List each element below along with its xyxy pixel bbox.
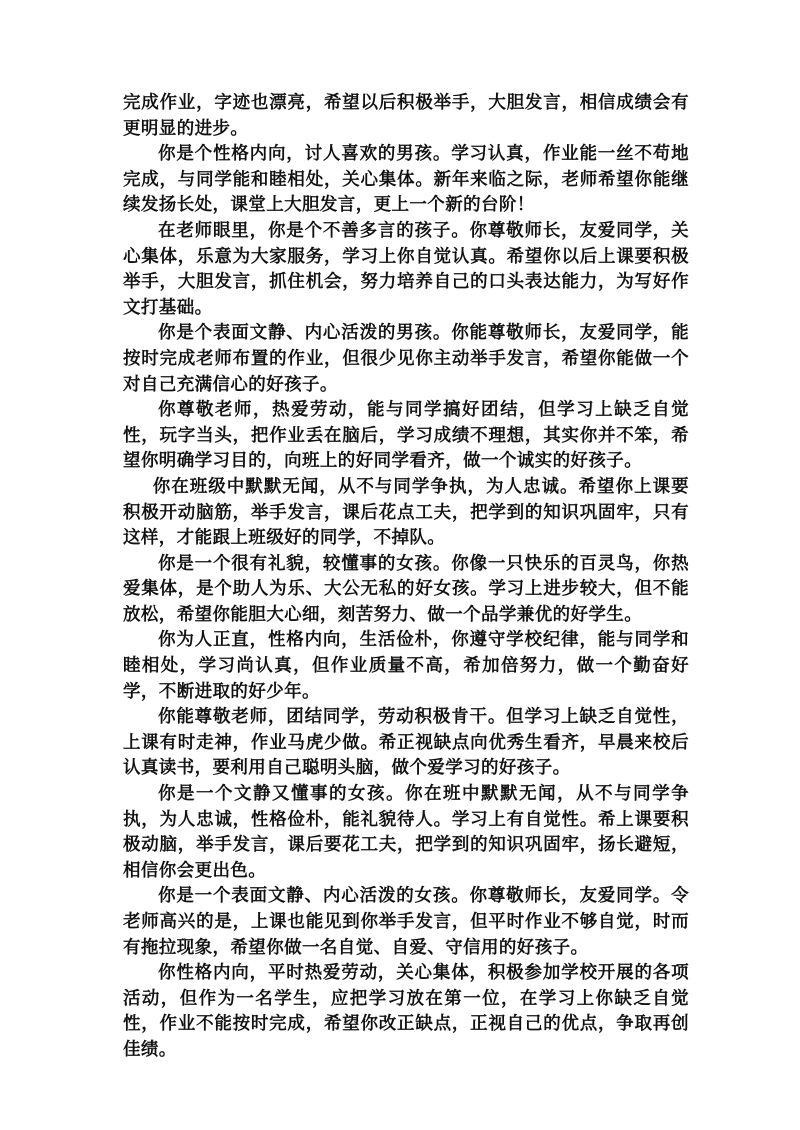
paragraph-4: 你是个表面文静、内心活泼的男孩。你能尊敬师长，友爱同学，能按时完成老师布置的作业，但很少见你主动举手发言，希望你能做一个对自己充满信心的好孩子。	[123, 323, 689, 395]
paragraph-5: 你尊敬老师，热爱劳动，能与同学搞好团结，但学习上缺乏自觉性，玩字当头，把作业丢在脑后，学习成绩不理想，其实你并不笨，希望你明确学习目的，向班上的好同学看齐，做一个诚实的好孩子。	[123, 400, 689, 472]
paragraph-2: 你是个性格内向，讨人喜欢的男孩。学习认真，作业能一丝不苟地完成，与同学能和睦相处，关心集体。新年来临之际，老师希望你能继续发扬长处，课堂上大胆发言，更上一个新的台阶！	[123, 144, 689, 216]
paragraph-12: 你性格内向，平时热爱劳动，关心集体，积极参加学校开展的各项活动，但作为一名学生，应把学习放在第一位，在学习上你缺乏自觉性，作业不能按时完成，希望你改正缺点，正视自己的优点，争取再创佳绩。	[123, 963, 689, 1060]
paragraph-10: 你是一个文静又懂事的女孩。你在班中默默无闻，从不与同学争执，为人忠诚，性格俭朴，能礼貌待人。学习上有自觉性。希上课要积极动脑，举手发言，课后要花工夫，把学到的知识巩固牢，扬长避短，相信你会更出色。	[123, 784, 689, 881]
paragraph-8: 你为人正直，性格内向，生活俭朴，你遵守学校纪律，能与同学和睦相处，学习尚认真，但作业质量不高，希加倍努力，做一个勤奋好学，不断进取的好少年。	[123, 630, 689, 702]
paragraph-3: 在老师眼里，你是个不善多言的孩子。你尊敬师长，友爱同学，关心集体，乐意为大家服务，学习上你自觉认真。希望你以后上课要积极举手，大胆发言，抓住机会，努力培养自己的口头表达能力，为写好作文打基础。	[123, 220, 689, 318]
paragraph-6: 你在班级中默默无闻，从不与同学争执，为人忠诚。希望你上课要积极开动脑筋，举手发言，课后花点工夫，把学到的知识巩固牢，只有这样，才能跟上班级好的同学，不掉队。	[123, 476, 689, 549]
paragraph-11: 你是一个表面文静、内心活泼的女孩。你尊敬师长，友爱同学。令老师高兴的是，上课也能见到你举手发言，但平时作业不够自觉，时而有拖拉现象，希望你做一名自觉、自爱、守信用的好孩子。	[123, 886, 689, 958]
paragraph-7: 你是一个很有礼貌，较懂事的女孩。你像一只快乐的百灵鸟，你热爱集体，是个助人为乐、大公无私的好女孩。学习上进步较大，但不能放松，希望你能胆大心细，刻苦努力、做一个品学兼优的好学生。	[123, 553, 689, 625]
paragraph-1: 完成作业，字迹也漂亮，希望以后积极举手，大胆发言，相信成绩会有更明显的进步。	[123, 93, 689, 139]
paragraph-9: 你能尊敬老师，团结同学，劳动积极肯干。但学习上缺乏自觉性，上课有时走神，作业马虎少做。希正视缺点向优秀生看齐，早晨来校后认真读书，要利用自己聪明头脑，做个爱学习的好孩子。	[123, 707, 689, 779]
document-page	[123, 91, 689, 1064]
